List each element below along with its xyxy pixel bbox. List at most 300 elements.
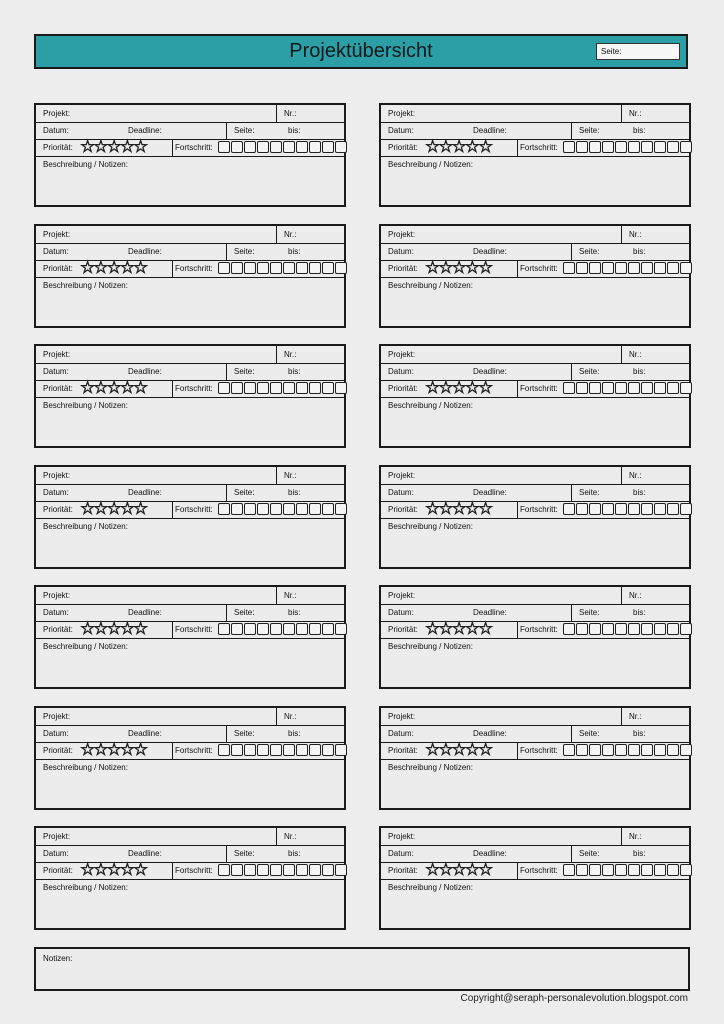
progress-checkbox[interactable] [322, 623, 334, 635]
progress-label: Fortschritt: [175, 746, 213, 755]
priority-star-icon[interactable]: ☆ [478, 378, 494, 397]
priority-star-icon[interactable]: ☆ [425, 137, 441, 156]
date-label: Datum: [43, 488, 69, 497]
progress-checkbox[interactable] [283, 382, 295, 394]
priority-star-icon[interactable]: ☆ [464, 740, 480, 759]
progress-checkbox[interactable] [641, 744, 653, 756]
priority-star-icon[interactable]: ☆ [119, 860, 135, 879]
progress-checkbox[interactable] [283, 744, 295, 756]
progress-checkbox[interactable] [602, 262, 614, 274]
priority-star-icon[interactable]: ☆ [119, 499, 135, 518]
progress-label: Fortschritt: [175, 384, 213, 393]
priority-star-icon[interactable]: ☆ [451, 258, 467, 277]
progress-checkbox[interactable] [680, 141, 692, 153]
progress-checkbox[interactable] [654, 864, 666, 876]
date-label: Datum: [388, 849, 414, 858]
nr-label: Nr.: [284, 230, 297, 239]
priority-label: Priorität: [43, 746, 73, 755]
progress-checkbox[interactable] [602, 141, 614, 153]
priority-star-icon[interactable]: ☆ [106, 740, 122, 759]
progress-checkbox[interactable] [244, 623, 256, 635]
progress-checkbox[interactable] [270, 503, 282, 515]
progress-label: Fortschritt: [175, 143, 213, 152]
progress-boxes[interactable] [218, 744, 347, 756]
progress-checkbox[interactable] [667, 382, 679, 394]
priority-star-icon[interactable]: ☆ [133, 258, 149, 277]
progress-checkbox[interactable] [628, 623, 640, 635]
priority-stars[interactable] [80, 740, 149, 759]
deadline-label: Deadline: [473, 729, 507, 738]
priority-star-icon[interactable]: ☆ [425, 619, 441, 638]
progress-checkbox[interactable] [244, 503, 256, 515]
progress-checkbox[interactable] [576, 141, 588, 153]
progress-checkbox[interactable] [283, 503, 295, 515]
date-label: Datum: [388, 367, 414, 376]
progress-checkbox[interactable] [576, 382, 588, 394]
progress-checkbox[interactable] [667, 141, 679, 153]
priority-star-icon[interactable]: ☆ [464, 619, 480, 638]
progress-checkbox[interactable] [231, 864, 243, 876]
page-number-field[interactable]: Seite: [596, 43, 680, 60]
progress-checkbox[interactable] [218, 503, 230, 515]
priority-stars[interactable] [80, 619, 149, 638]
progress-boxes[interactable] [563, 623, 692, 635]
description-label: Beschreibung / Notizen: [43, 763, 128, 772]
progress-checkbox[interactable] [680, 864, 692, 876]
progress-checkbox[interactable] [270, 864, 282, 876]
progress-checkbox[interactable] [628, 503, 640, 515]
progress-checkbox[interactable] [257, 864, 269, 876]
priority-star-icon[interactable]: ☆ [119, 137, 135, 156]
progress-checkbox[interactable] [231, 262, 243, 274]
date-label: Datum: [43, 849, 69, 858]
priority-star-icon[interactable]: ☆ [451, 137, 467, 156]
progress-boxes[interactable] [218, 382, 347, 394]
progress-checkbox[interactable] [602, 623, 614, 635]
progress-checkbox[interactable] [615, 623, 627, 635]
progress-checkbox[interactable] [296, 623, 308, 635]
priority-star-icon[interactable]: ☆ [133, 740, 149, 759]
progress-checkbox[interactable] [218, 864, 230, 876]
deadline-label: Deadline: [473, 488, 507, 497]
progress-checkbox[interactable] [296, 503, 308, 515]
priority-star-icon[interactable]: ☆ [478, 258, 494, 277]
page-label: Seite: [579, 126, 600, 135]
priority-star-icon[interactable]: ☆ [80, 499, 96, 518]
progress-checkbox[interactable] [270, 623, 282, 635]
priority-star-icon[interactable]: ☆ [133, 137, 149, 156]
progress-checkbox[interactable] [244, 262, 256, 274]
priority-label: Priorität: [43, 866, 73, 875]
priority-star-icon[interactable]: ☆ [478, 619, 494, 638]
priority-star-icon[interactable]: ☆ [438, 740, 454, 759]
notes-box[interactable] [34, 947, 690, 991]
deadline-label: Deadline: [128, 247, 162, 256]
priority-stars[interactable] [425, 619, 494, 638]
progress-checkbox[interactable] [231, 623, 243, 635]
progress-checkbox[interactable] [654, 141, 666, 153]
priority-star-icon[interactable]: ☆ [451, 499, 467, 518]
priority-star-icon[interactable]: ☆ [451, 740, 467, 759]
progress-checkbox[interactable] [309, 864, 321, 876]
priority-star-icon[interactable]: ☆ [93, 137, 109, 156]
progress-boxes[interactable] [218, 864, 347, 876]
progress-checkbox[interactable] [244, 864, 256, 876]
project-label: Projekt: [388, 471, 416, 480]
description-label: Beschreibung / Notizen: [43, 401, 128, 410]
progress-checkbox[interactable] [218, 623, 230, 635]
to-label: bis: [633, 126, 646, 135]
priority-star-icon[interactable]: ☆ [464, 499, 480, 518]
progress-checkbox[interactable] [680, 503, 692, 515]
progress-checkbox[interactable] [563, 744, 575, 756]
progress-checkbox[interactable] [654, 262, 666, 274]
progress-checkbox[interactable] [322, 744, 334, 756]
progress-checkbox[interactable] [667, 864, 679, 876]
progress-checkbox[interactable] [563, 262, 575, 274]
progress-checkbox[interactable] [589, 141, 601, 153]
priority-star-icon[interactable]: ☆ [106, 619, 122, 638]
priority-star-icon[interactable]: ☆ [80, 258, 96, 277]
progress-checkbox[interactable] [589, 382, 601, 394]
progress-checkbox[interactable] [654, 503, 666, 515]
progress-checkbox[interactable] [218, 382, 230, 394]
progress-checkbox[interactable] [296, 262, 308, 274]
progress-checkbox[interactable] [667, 744, 679, 756]
progress-checkbox[interactable] [335, 864, 347, 876]
progress-checkbox[interactable] [641, 382, 653, 394]
progress-checkbox[interactable] [680, 623, 692, 635]
project-label: Projekt: [43, 591, 71, 600]
progress-checkbox[interactable] [335, 141, 347, 153]
progress-checkbox[interactable] [667, 262, 679, 274]
progress-checkbox[interactable] [615, 382, 627, 394]
priority-label: Priorität: [43, 625, 73, 634]
priority-star-icon[interactable]: ☆ [133, 499, 149, 518]
to-label: bis: [633, 488, 646, 497]
page-label: Seite: [579, 849, 600, 858]
progress-checkbox[interactable] [576, 623, 588, 635]
priority-stars[interactable] [425, 860, 494, 879]
priority-star-icon[interactable]: ☆ [425, 258, 441, 277]
progress-checkbox[interactable] [309, 623, 321, 635]
priority-stars[interactable] [80, 860, 149, 879]
progress-checkbox[interactable] [628, 382, 640, 394]
progress-checkbox[interactable] [680, 382, 692, 394]
priority-star-icon[interactable]: ☆ [451, 619, 467, 638]
progress-checkbox[interactable] [563, 503, 575, 515]
priority-star-icon[interactable]: ☆ [464, 258, 480, 277]
progress-checkbox[interactable] [335, 744, 347, 756]
to-label: bis: [288, 488, 301, 497]
priority-stars[interactable] [80, 137, 149, 156]
progress-checkbox[interactable] [283, 262, 295, 274]
priority-stars[interactable] [425, 740, 494, 759]
progress-checkbox[interactable] [283, 141, 295, 153]
progress-checkbox[interactable] [296, 744, 308, 756]
progress-checkbox[interactable] [680, 744, 692, 756]
progress-checkbox[interactable] [602, 744, 614, 756]
progress-checkbox[interactable] [628, 262, 640, 274]
progress-checkbox[interactable] [589, 503, 601, 515]
progress-boxes[interactable] [563, 141, 692, 153]
priority-star-icon[interactable]: ☆ [93, 499, 109, 518]
priority-stars[interactable] [80, 499, 149, 518]
priority-star-icon[interactable]: ☆ [438, 137, 454, 156]
priority-star-icon[interactable]: ☆ [119, 378, 135, 397]
progress-checkbox[interactable] [589, 864, 601, 876]
progress-checkbox[interactable] [257, 744, 269, 756]
progress-checkbox[interactable] [576, 744, 588, 756]
progress-checkbox[interactable] [602, 382, 614, 394]
priority-stars[interactable] [425, 258, 494, 277]
progress-checkbox[interactable] [589, 623, 601, 635]
progress-checkbox[interactable] [231, 382, 243, 394]
project-label: Projekt: [388, 350, 416, 359]
progress-checkbox[interactable] [309, 382, 321, 394]
progress-boxes[interactable] [218, 141, 347, 153]
progress-checkbox[interactable] [309, 141, 321, 153]
progress-checkbox[interactable] [654, 744, 666, 756]
description-label: Beschreibung / Notizen: [43, 160, 128, 169]
progress-checkbox[interactable] [335, 623, 347, 635]
priority-star-icon[interactable]: ☆ [106, 860, 122, 879]
priority-star-icon[interactable]: ☆ [80, 619, 96, 638]
progress-boxes[interactable] [218, 623, 347, 635]
progress-checkbox[interactable] [628, 141, 640, 153]
priority-star-icon[interactable]: ☆ [133, 860, 149, 879]
priority-star-icon[interactable]: ☆ [451, 378, 467, 397]
priority-star-icon[interactable]: ☆ [80, 378, 96, 397]
progress-checkbox[interactable] [244, 141, 256, 153]
priority-row [381, 501, 689, 519]
priority-star-icon[interactable]: ☆ [478, 137, 494, 156]
progress-checkbox[interactable] [576, 503, 588, 515]
progress-checkbox[interactable] [322, 262, 334, 274]
priority-star-icon[interactable]: ☆ [80, 740, 96, 759]
progress-checkbox[interactable] [270, 382, 282, 394]
progress-checkbox[interactable] [218, 744, 230, 756]
to-label: bis: [288, 247, 301, 256]
to-label: bis: [633, 247, 646, 256]
progress-checkbox[interactable] [615, 503, 627, 515]
page-label: Seite: [234, 247, 255, 256]
priority-star-icon[interactable]: ☆ [106, 258, 122, 277]
priority-star-icon[interactable]: ☆ [464, 378, 480, 397]
progress-checkbox[interactable] [244, 382, 256, 394]
priority-star-icon[interactable]: ☆ [119, 258, 135, 277]
progress-checkbox[interactable] [641, 864, 653, 876]
priority-stars[interactable] [80, 378, 149, 397]
priority-star-icon[interactable]: ☆ [80, 137, 96, 156]
progress-boxes[interactable] [563, 382, 692, 394]
date-label: Datum: [43, 247, 69, 256]
priority-stars[interactable] [425, 137, 494, 156]
date-label: Datum: [43, 367, 69, 376]
progress-checkbox[interactable] [654, 382, 666, 394]
priority-star-icon[interactable]: ☆ [438, 860, 454, 879]
progress-checkbox[interactable] [576, 864, 588, 876]
progress-checkbox[interactable] [563, 382, 575, 394]
progress-checkbox[interactable] [231, 503, 243, 515]
priority-star-icon[interactable]: ☆ [451, 860, 467, 879]
progress-checkbox[interactable] [615, 864, 627, 876]
deadline-label: Deadline: [128, 849, 162, 858]
priority-star-icon[interactable]: ☆ [464, 860, 480, 879]
page-title: Projektübersicht [289, 40, 433, 62]
progress-checkbox[interactable] [335, 262, 347, 274]
progress-checkbox[interactable] [615, 744, 627, 756]
progress-checkbox[interactable] [322, 503, 334, 515]
nr-label: Nr.: [629, 230, 642, 239]
priority-star-icon[interactable]: ☆ [425, 378, 441, 397]
progress-label: Fortschritt: [520, 746, 558, 755]
deadline-label: Deadline: [128, 367, 162, 376]
progress-checkbox[interactable] [309, 262, 321, 274]
priority-row [381, 862, 689, 880]
priority-star-icon[interactable]: ☆ [106, 499, 122, 518]
priority-star-icon[interactable]: ☆ [93, 740, 109, 759]
progress-checkbox[interactable] [563, 864, 575, 876]
progress-boxes[interactable] [218, 262, 347, 274]
progress-checkbox[interactable] [322, 864, 334, 876]
to-label: bis: [288, 849, 301, 858]
progress-checkbox[interactable] [628, 864, 640, 876]
priority-star-icon[interactable]: ☆ [93, 258, 109, 277]
priority-stars[interactable] [425, 378, 494, 397]
progress-label: Fortschritt: [520, 505, 558, 514]
project-row [36, 467, 344, 485]
progress-checkbox[interactable] [257, 262, 269, 274]
priority-label: Priorität: [388, 264, 418, 273]
progress-checkbox[interactable] [283, 623, 295, 635]
progress-checkbox[interactable] [628, 744, 640, 756]
priority-star-icon[interactable]: ☆ [133, 619, 149, 638]
progress-checkbox[interactable] [231, 141, 243, 153]
date-label: Datum: [388, 126, 414, 135]
progress-checkbox[interactable] [576, 262, 588, 274]
priority-star-icon[interactable]: ☆ [438, 378, 454, 397]
project-label: Projekt: [43, 230, 71, 239]
progress-boxes[interactable] [563, 503, 692, 515]
progress-checkbox[interactable] [296, 141, 308, 153]
progress-checkbox[interactable] [602, 864, 614, 876]
progress-checkbox[interactable] [257, 503, 269, 515]
progress-label: Fortschritt: [175, 264, 213, 273]
priority-star-icon[interactable]: ☆ [425, 860, 441, 879]
progress-checkbox[interactable] [589, 262, 601, 274]
progress-boxes[interactable] [563, 744, 692, 756]
progress-checkbox[interactable] [257, 382, 269, 394]
deadline-label: Deadline: [128, 729, 162, 738]
project-card [379, 465, 691, 569]
progress-checkbox[interactable] [335, 503, 347, 515]
to-label: bis: [633, 849, 646, 858]
progress-checkbox[interactable] [296, 382, 308, 394]
progress-checkbox[interactable] [218, 141, 230, 153]
progress-checkbox[interactable] [615, 141, 627, 153]
progress-checkbox[interactable] [654, 623, 666, 635]
priority-star-icon[interactable]: ☆ [119, 740, 135, 759]
project-row [36, 346, 344, 364]
progress-checkbox[interactable] [602, 503, 614, 515]
progress-checkbox[interactable] [270, 141, 282, 153]
progress-checkbox[interactable] [257, 623, 269, 635]
progress-checkbox[interactable] [270, 262, 282, 274]
priority-star-icon[interactable]: ☆ [425, 740, 441, 759]
priority-star-icon[interactable]: ☆ [438, 258, 454, 277]
priority-star-icon[interactable]: ☆ [93, 378, 109, 397]
progress-checkbox[interactable] [641, 262, 653, 274]
progress-checkbox[interactable] [231, 744, 243, 756]
to-label: bis: [633, 729, 646, 738]
progress-checkbox[interactable] [641, 503, 653, 515]
progress-checkbox[interactable] [667, 503, 679, 515]
progress-boxes[interactable] [218, 503, 347, 515]
priority-star-icon[interactable]: ☆ [80, 860, 96, 879]
progress-checkbox[interactable] [270, 744, 282, 756]
priority-star-icon[interactable]: ☆ [106, 378, 122, 397]
progress-checkbox[interactable] [641, 141, 653, 153]
priority-star-icon[interactable]: ☆ [93, 619, 109, 638]
description-label: Beschreibung / Notizen: [388, 160, 473, 169]
priority-star-icon[interactable]: ☆ [438, 499, 454, 518]
progress-label: Fortschritt: [520, 625, 558, 634]
progress-checkbox[interactable] [244, 744, 256, 756]
progress-checkbox[interactable] [309, 503, 321, 515]
project-label: Projekt: [43, 832, 71, 841]
priority-stars[interactable] [80, 258, 149, 277]
progress-checkbox[interactable] [667, 623, 679, 635]
priority-star-icon[interactable]: ☆ [478, 499, 494, 518]
progress-checkbox[interactable] [563, 141, 575, 153]
priority-star-icon[interactable]: ☆ [464, 137, 480, 156]
priority-star-icon[interactable]: ☆ [425, 499, 441, 518]
project-row [381, 587, 689, 605]
priority-row [381, 621, 689, 639]
priority-star-icon[interactable]: ☆ [478, 740, 494, 759]
priority-star-icon[interactable]: ☆ [133, 378, 149, 397]
priority-star-icon[interactable]: ☆ [106, 137, 122, 156]
project-card [34, 224, 346, 328]
priority-star-icon[interactable]: ☆ [438, 619, 454, 638]
description-label: Beschreibung / Notizen: [43, 281, 128, 290]
progress-checkbox[interactable] [563, 623, 575, 635]
progress-label: Fortschritt: [520, 866, 558, 875]
priority-star-icon[interactable]: ☆ [119, 619, 135, 638]
priority-star-icon[interactable]: ☆ [93, 860, 109, 879]
progress-checkbox[interactable] [309, 744, 321, 756]
progress-checkbox[interactable] [283, 864, 295, 876]
progress-boxes[interactable] [563, 262, 692, 274]
progress-checkbox[interactable] [218, 262, 230, 274]
progress-checkbox[interactable] [335, 382, 347, 394]
progress-checkbox[interactable] [257, 141, 269, 153]
project-card [34, 465, 346, 569]
progress-checkbox[interactable] [615, 262, 627, 274]
progress-checkbox[interactable] [296, 864, 308, 876]
priority-star-icon[interactable]: ☆ [478, 860, 494, 879]
priority-stars[interactable] [425, 499, 494, 518]
progress-checkbox[interactable] [680, 262, 692, 274]
project-card [34, 706, 346, 810]
nr-label: Nr.: [284, 712, 297, 721]
progress-boxes[interactable] [563, 864, 692, 876]
progress-checkbox[interactable] [322, 141, 334, 153]
progress-checkbox[interactable] [641, 623, 653, 635]
progress-checkbox[interactable] [589, 744, 601, 756]
progress-checkbox[interactable] [322, 382, 334, 394]
